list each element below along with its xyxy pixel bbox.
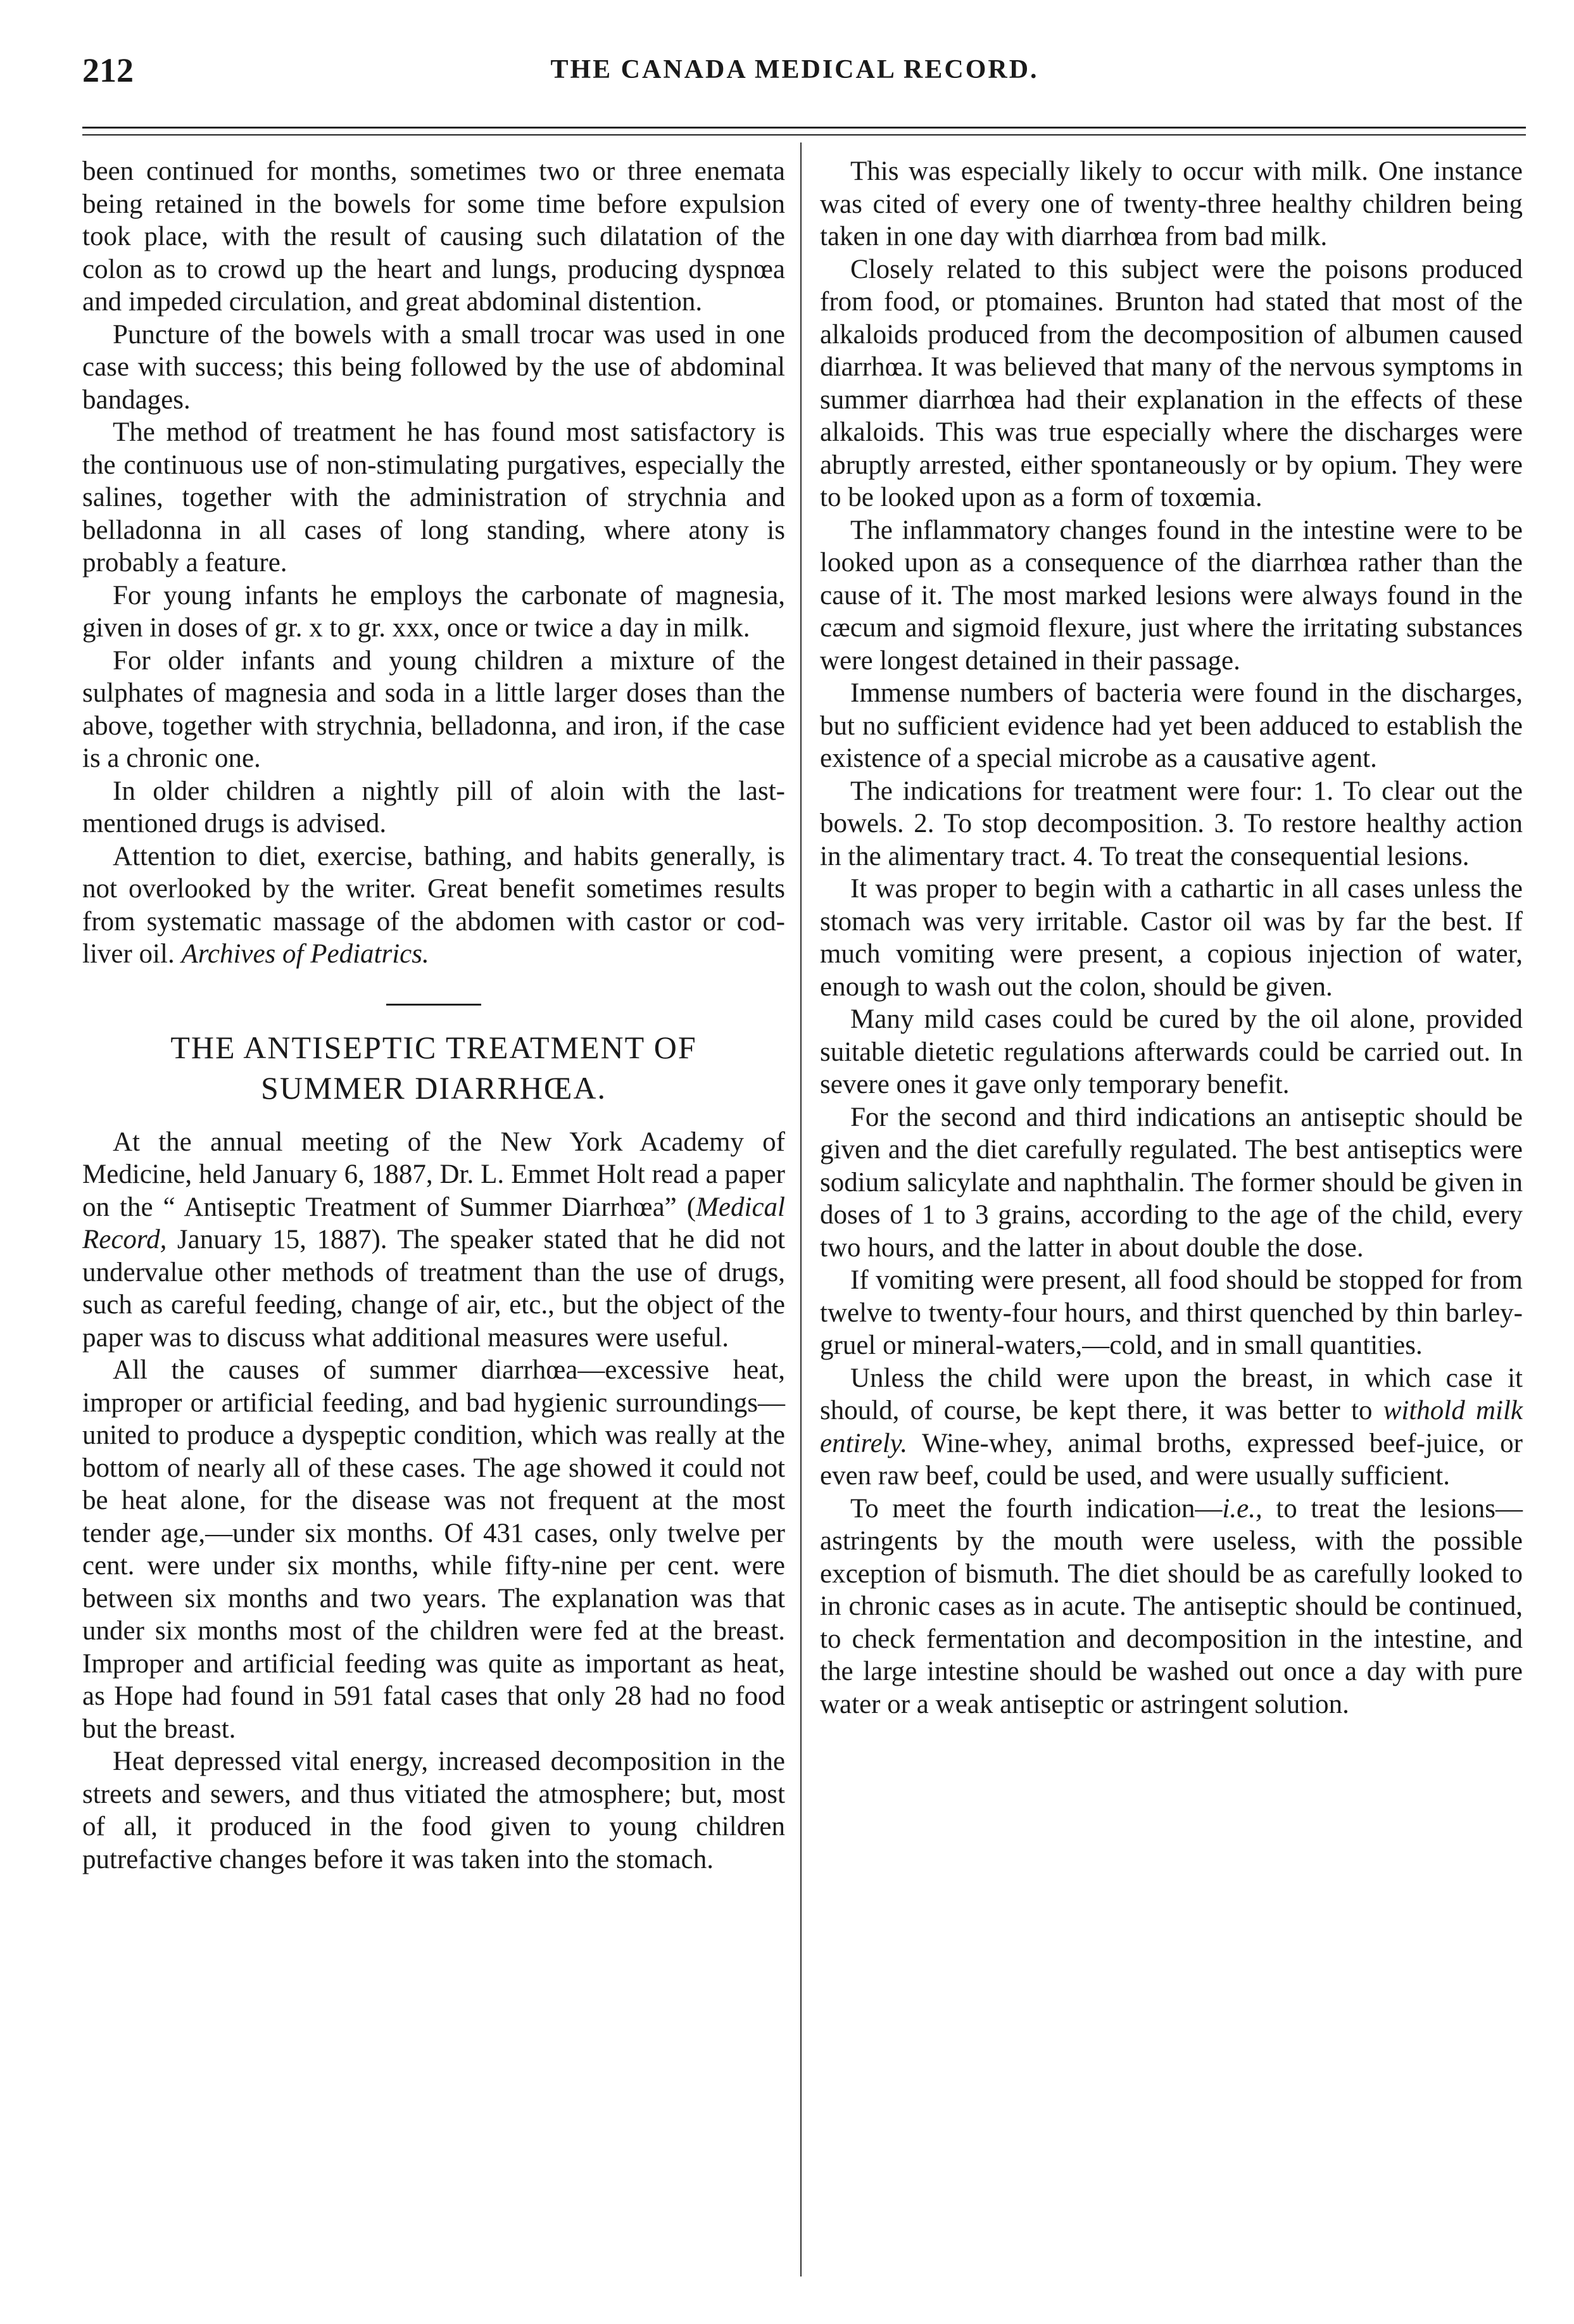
- page-number: 212: [82, 51, 134, 89]
- column-divider: [800, 142, 802, 2277]
- paragraph: All the causes of summer diarrhœa—excessive heat, improper or artificial feeding, and bad hygienic surroundings—united to produce a dyspeptic condition, which was really at the bottom of nearly all of these cases. The age showed it could not be heat alone, for the disease was not frequent at the most tender age,—under six months. Of 431 cases, only twelve per cent. were under six months, while fifty-nine per cent. were between six months and two years. The explanation was that under six months most of the children were fed at the breast. Improper and artificial feeding was quite as important as heat, as Hope had found in 591 fatal cases that only 28 had no food but the breast.: [82, 1355, 785, 1744]
- paragraph: Immense numbers of bacteria were found in the discharges, but no sufficient evidence had yet been adduced to establish the existence of a special microbe as a causative agent.: [820, 678, 1523, 773]
- header-rule-inner: [82, 134, 1526, 136]
- paragraph: In older children a nightly pill of aloin with the last-mentioned drugs is advised.: [82, 776, 785, 838]
- emphasis-text: i.e.,: [1222, 1493, 1262, 1524]
- article-title-line1: THE ANTISEPTIC TREATMENT OF: [170, 1029, 697, 1065]
- paragraph: For the second and third indications an antiseptic should be given and the diet carefully regulated. The best antiseptics were sodium salicylate and naphthalin. The former should be given in doses of 1 to 3 grains, according to the age of the child, every two hours, and the latter in about double the dose.: [820, 1102, 1523, 1263]
- journal-title: THE CANADA MEDICAL RECORD.: [550, 55, 1039, 84]
- section-separator: [386, 1004, 481, 1006]
- paragraph-text: To meet the fourth indication—: [850, 1493, 1223, 1524]
- paragraph: The indications for treatment were four: 1. To clear out the bowels. 2. To stop decomposition. 3. To restore healthy action in the alimentary tract. 4. To treat the consequential lesions.: [820, 776, 1523, 871]
- paragraph: This was especially likely to occur with milk. One instance was cited of every one of twenty-three healthy children being taken in one day with diarrhœa from bad milk.: [820, 156, 1523, 251]
- paragraph: For older infants and young children a mixture of the sulphates of magnesia and soda in a little larger doses than the above, together with strychnia, belladonna, and iron, if the case is a chronic one.: [82, 645, 785, 773]
- paragraph: If vomiting were present, all food should be stopped for from twelve to twenty-four hours, and thirst quenched by thin barley-gruel or mineral-waters,—cold, and in small quantities.: [820, 1265, 1523, 1360]
- paragraph-text: At the annual meeting of the New York Academy of Medicine, held January 6, 1887, Dr. L. Emmet Holt read a paper on the “ Antiseptic Treatment of Summer Diarrhœa” (: [82, 1127, 785, 1222]
- paragraph: been continued for months, sometimes two or three enemata being retained in the bowels for some time before expulsion took place, with the result of causing such dilatation of the colon as to crowd up the heart and lungs, producing dyspnœa and impeded circulation, and great abdominal distention.: [82, 156, 785, 317]
- paragraph: [82, 1126, 785, 1355]
- left-column: [82, 155, 785, 1876]
- paragraph-text: Attention to diet, exercise, bathing, and habits generally, is not overlooked by the writer. Great benefit sometimes results from systematic massage of the abdomen with castor or cod-liver oil.: [82, 841, 785, 969]
- article-title: [82, 1027, 785, 1108]
- header-rule: [82, 127, 1526, 129]
- running-header: [82, 51, 1507, 101]
- paragraph-text: Unless the child were upon the breast, in which case it should, of course, be kept there, it was better to: [820, 1363, 1523, 1425]
- paragraph: It was proper to begin with a cathartic in all cases unless the stomach was very irritable. Castor oil was by far the best. If much vomiting were present, a copious injection of water, enough to wash out the colon, should be given.: [820, 874, 1523, 1002]
- journal-citation: Medical Record,: [82, 1192, 785, 1254]
- paragraph: Closely related to this subject were the poisons produced from food, or ptomaines. Brunton had stated that most of the alkaloids produced from the decomposition of albumen caused diarrhœa. It was believed that many of the nervous symptoms in summer diarrhœa had their explanation in the effects of these alkaloids. This was true especially where the discharges were abruptly arrested, either spontaneously or by opium. They were to be looked upon as a form of toxœmia.: [820, 254, 1523, 512]
- paragraph: [82, 840, 785, 971]
- right-column: [820, 155, 1523, 1721]
- paragraph: [820, 1362, 1523, 1493]
- paragraph-text: to treat the lesions—astringents by the mouth were useless, with the possible exception of bismuth. The diet should be as carefully looked to in chronic cases as in acute. The antiseptic should be continued, to check fermentation and decomposition in the intestine, and the large intestine should be washed out once a day with pure water or a weak antiseptic or astringent solution.: [820, 1493, 1523, 1719]
- paragraph: Puncture of the bowels with a small trocar was used in one case with success; this being followed by the use of abdominal bandages.: [82, 319, 785, 415]
- paragraph: For young infants he employs the carbonate of magnesia, given in doses of gr. x to gr. xxx, once or twice a day in milk.: [82, 580, 785, 643]
- emphasis-text: withold milk entirely.: [820, 1396, 1523, 1458]
- paragraph: The method of treatment he has found most satisfactory is the continuous use of non-stimulating purgatives, especially the salines, together with the administration of strychnia and belladonna in all cases of long standing, where atony is probably a feature.: [82, 417, 785, 578]
- paragraph-text: January 15, 1887). The speaker stated that he did not undervalue other methods of treatment than the use of drugs, such as careful feeding, change of air, etc., but the object of the paper was to discuss what additional measures were useful.: [82, 1225, 785, 1353]
- paragraph: The inflammatory changes found in the intestine were to be looked upon as a consequence of the diarrhœa rather than the cause of it. The most marked lesions were always found in the cæcum and sigmoid flexure, just where the irritating substances were longest detained in their passage.: [820, 515, 1523, 676]
- paragraph: [820, 1493, 1523, 1721]
- paragraph: Heat depressed vital energy, increased decomposition in the streets and sewers, and thus vitiated the atmosphere; but, most of all, it produced in the food given to young children putrefactive changes before it was taken into the stomach.: [82, 1746, 785, 1874]
- paragraph: Many mild cases could be cured by the oil alone, provided suitable dietetic regulations afterwards could be carried out. In severe ones it gave only temporary benefit.: [820, 1004, 1523, 1099]
- source-citation: Archives of Pediatrics.: [181, 939, 429, 969]
- paragraph-text: Wine-whey, animal broths, expressed beef-juice, or even raw beef, could be used, and were usually sufficient.: [820, 1428, 1523, 1491]
- article-title-line2: SUMMER DIARRHŒA.: [261, 1070, 607, 1106]
